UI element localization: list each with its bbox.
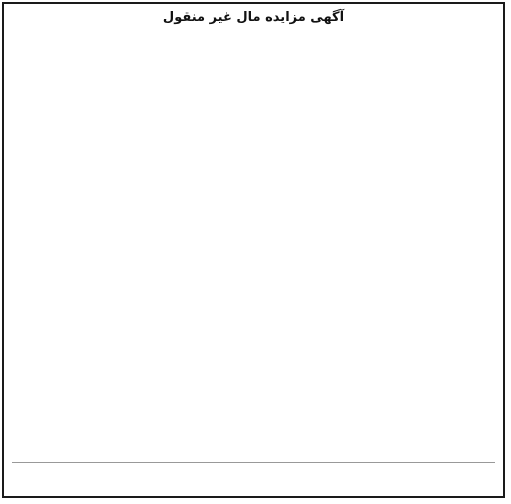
notice-line	[12, 420, 495, 437]
notice-line	[12, 202, 495, 219]
notice-line	[12, 152, 495, 169]
notice-line	[12, 303, 495, 320]
notice-line	[12, 68, 495, 85]
notice-line	[12, 353, 495, 370]
footer-divider	[12, 462, 495, 463]
notice-line	[12, 34, 495, 51]
notice-frame	[2, 2, 505, 498]
notice-line	[12, 236, 495, 253]
notice-line	[12, 286, 495, 303]
notice-line	[12, 118, 495, 135]
notice-footer	[12, 466, 495, 492]
notice-line	[12, 404, 495, 421]
notice-line	[12, 269, 495, 286]
notice-line	[12, 101, 495, 118]
notice-line	[12, 84, 495, 101]
notice-line	[12, 437, 495, 454]
notice-title: آگهی مزایده مال غیر منقول	[162, 10, 345, 25]
notice-line	[12, 51, 495, 68]
notice-line	[12, 168, 495, 185]
notice-line	[12, 219, 495, 236]
notice-line	[12, 135, 495, 152]
notice-line	[12, 387, 495, 404]
notice-body	[12, 34, 495, 454]
notice-line	[12, 320, 495, 337]
notice-line	[12, 370, 495, 387]
notice-line	[12, 185, 495, 202]
notice-line	[12, 252, 495, 269]
notice-line	[12, 336, 495, 353]
